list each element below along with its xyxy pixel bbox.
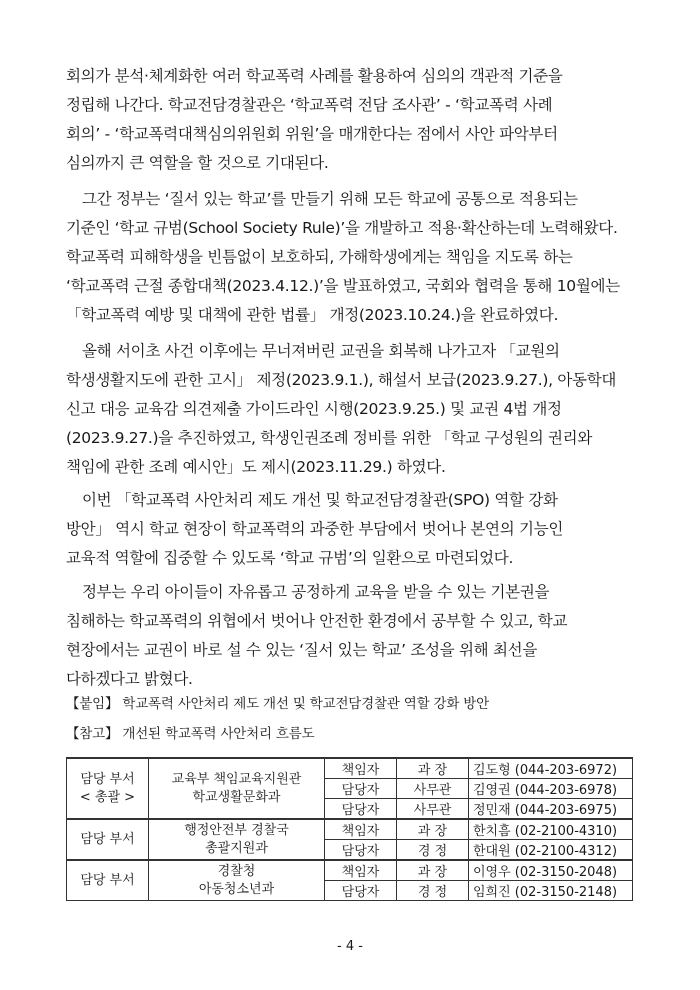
name-phone-cell: 김영권 (044-203-6978) [469,779,633,799]
paragraph-line: 현장에서는 교권이 바로 설 수 있는 ‘질서 있는 학교’ 조성을 위해 최선을 [66,641,537,659]
role-cell: 책임자 [325,860,397,881]
position-cell: 경 정 [397,840,469,861]
role-cell: 담당자 [325,779,397,799]
position-cell: 사무관 [397,799,469,820]
name-phone-cell: 한대원 (02-2100-4312) [469,840,633,861]
paragraph-line: 심의까지 큰 역할을 할 것으로 기대된다. [66,154,329,172]
dept-name-cell [149,819,325,860]
dept-name-line: 아동청소년과 [198,881,275,897]
paragraph-line: 정립해 나간다. 학교전담경찰관은 ‘학교폭력 전담 조사관’ - ‘학교폭력 사례 [66,96,553,114]
paragraph-line: 올해 서이초 사건 이후에는 무너져버린 교권을 회복해 나가고자 「교원의 [82,342,560,360]
dept-name-line: 경찰청 [217,863,256,879]
dept-sublabel: < 총괄 > [79,789,136,805]
paragraph-line: 학생생활지도에 관한 고시」 제정(2023.9.1.), 해설서 보급(2023.9.27.), 아동학대 [66,371,617,389]
name-phone-cell: 이영우 (02-3150-2048) [469,860,633,881]
paragraph-line: 「학교폭력 예방 및 대책에 관한 법률」 개정(2023.10.24.)을 완료하였다. [66,306,559,324]
paragraph-2 [66,185,638,330]
contact-table [66,757,633,901]
paragraph-line: 교육적 역할에 집중할 수 있도록 ‘학교 규범’의 일환으로 마련되었다. [66,549,514,567]
position-cell: 사무관 [397,779,469,799]
paragraph-line: 정부는 우리 아이들이 자유롭고 공정하게 교육을 받을 수 있는 기본권을 [82,583,550,601]
dept-name-cell [149,860,325,901]
name-phone-cell: 한치흠 (02-2100-4310) [469,819,633,840]
paragraph-line: 침해하는 학교폭력의 위협에서 벗어나 안전한 환경에서 공부할 수 있고, 학교 [66,612,568,630]
dept-name-line: 행정안전부 경찰국 [184,822,289,838]
dept-label: 담당 부서 [80,872,135,888]
reference-note: 【참고】 개선된 학교폭력 사안처리 흐름도 [66,726,315,742]
contact-group-education [67,758,633,819]
role-cell: 담당자 [325,881,397,901]
contact-group-police [67,860,633,901]
position-cell: 과 장 [397,860,469,881]
dept-name-cell [149,758,325,819]
dept-label: 담당 부서 [80,771,135,787]
attachment-note: 【붙임】 학교폭력 사안처리 제도 개선 및 학교전담경찰관 역할 강화 방안 [66,696,489,712]
paragraph-line: 방안」 역시 학교 현장이 학교폭력의 과중한 부담에서 벗어나 본연의 기능인 [66,520,564,538]
dept-label-cell [67,758,149,819]
paragraph-line: ‘학교폭력 근절 종합대책(2023.4.12.)’을 발표하였고, 국회와 협력을 통해 10월에는 [66,277,620,295]
paragraph-line: 다하겠다고 밝혔다. [66,670,193,688]
role-cell: 책임자 [325,758,397,779]
dept-name-line: 교육부 책임교육지원관 [171,771,302,787]
paragraph-line: 학교폭력 피해학생을 빈틈없이 보호하되, 가해학생에게는 책임을 지도록 하는 [66,248,573,266]
role-cell: 책임자 [325,819,397,840]
position-cell: 경 정 [397,881,469,901]
table-row [67,819,633,840]
table-row [67,860,633,881]
paragraph-5 [66,578,638,694]
paragraph-line: 회의’ - ‘학교폭력대책심의위원회 위원’을 매개한다는 점에서 사안 파악부터 [66,125,558,143]
paragraph-line: 기준인 ‘학교 규범(School Society Rule)’을 개발하고 적용·확산하는데 노력해왔다. [66,219,618,237]
paragraph-line: 이번 「학교폭력 사안처리 제도 개선 및 학교전담경찰관(SPO) 역할 강화 [82,491,558,509]
page-number: - 4 - [337,939,363,954]
contact-group-interior [67,819,633,860]
paragraph-line: 책임에 관한 조례 예시안」도 제시(2023.11.29.) 하였다. [66,458,446,476]
position-cell: 과 장 [397,758,469,779]
paragraph-3 [66,337,638,482]
role-cell: 담당자 [325,799,397,820]
dept-label-cell [67,860,149,901]
paragraph-line: 그간 정부는 ‘질서 있는 학교’를 만들기 위해 모든 학교에 공통으로 적용되는 [82,190,578,208]
paragraph-line: 회의가 분석·체계화한 여러 학교폭력 사례를 활용하여 심의의 객관적 기준을 [66,67,563,85]
dept-name-line: 총괄지원과 [205,840,268,856]
dept-label-cell [67,819,149,860]
paragraph-4 [66,486,638,573]
role-cell: 담당자 [325,840,397,861]
name-phone-cell: 정민재 (044-203-6975) [469,799,633,820]
dept-label: 담당 부서 [80,831,135,847]
table-row [67,758,633,779]
name-phone-cell: 김도형 (044-203-6972) [469,758,633,779]
paragraph-1 [66,62,638,178]
position-cell: 과 장 [397,819,469,840]
dept-name-line: 학교생활문화과 [192,789,281,805]
paragraph-line: (2023.9.27.)을 추진하였고, 학생인권조례 정비를 위한 「학교 구성원의 권리와 [66,429,593,447]
name-phone-cell: 임희진 (02-3150-2148) [469,881,633,901]
paragraph-line: 신고 대응 교육감 의견제출 가이드라인 시행(2023.9.25.) 및 교권 4법 개정 [66,400,562,418]
